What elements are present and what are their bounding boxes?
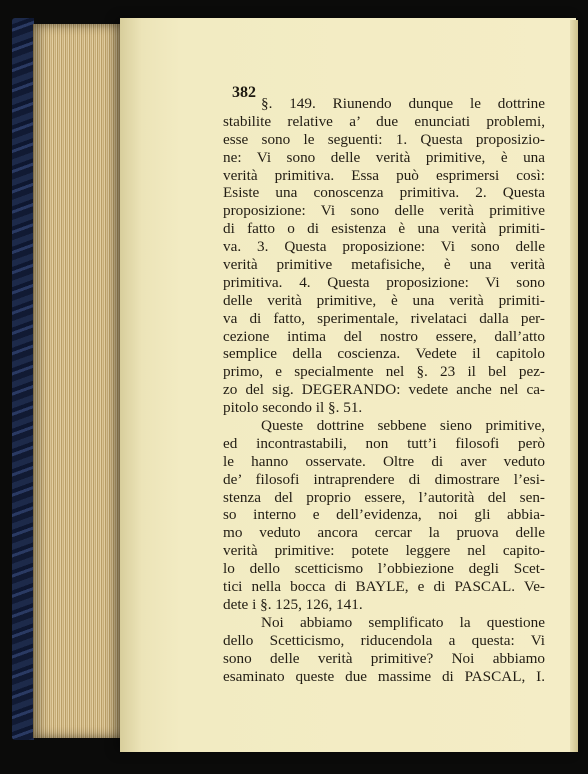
text-line: mo veduto ancora cercar la pruova delle (223, 524, 545, 542)
text-line: va. 3. Questa proposizione: Vi sono delle (223, 238, 545, 256)
text-line: Queste dottrine sebbene sieno primitive, (261, 417, 545, 435)
text-line: stabilite relative a’ due enunciati problemi, (223, 112, 545, 130)
page-right-edge (570, 20, 578, 752)
text-line: le hanno osservate. Oltre di aver veduto (223, 452, 545, 470)
text-line: verità primitive metafisiche, è una verità (223, 256, 545, 274)
text-line: lo dello scetticismo l’obbiezione degli Scet- (223, 560, 545, 578)
text-line: esaminato queste due massime di PASCAL, I. (223, 667, 545, 685)
text-line: ne: Vi sono delle verità primitive, è una (223, 148, 545, 166)
text-line: verità primitiva. Essa può esprimersi così: (223, 166, 545, 184)
text-line: di fatto o di esistenza è una verità primiti- (223, 220, 545, 238)
text-line: proposizione: Vi sono delle verità primitive (223, 202, 545, 220)
text-line: dello Scetticismo, riducendola a questa: Vi (223, 631, 545, 649)
text-line: so interno e dell’evidenza, noi gli abbia- (223, 506, 545, 524)
text-line: primitiva. 4. Questa proposizione: Vi sono (223, 273, 545, 291)
page-fore-edge (33, 24, 125, 738)
text-line: primo, e specialmente nel §. 23 il bel pez- (223, 363, 545, 381)
body-text (223, 95, 545, 685)
text-line: zo del sig. DEGERANDO: vedete anche nel ca- (223, 381, 545, 399)
text-line: dete i §. 125, 126, 141. (223, 595, 363, 613)
text-line: esse sono le seguenti: 1. Questa proposizio- (223, 130, 545, 148)
text-line: ed incontrastabili, non tutt’i filosofi però (223, 434, 545, 452)
text-line: sono delle verità primitive? Noi abbiamo (223, 649, 545, 667)
text-line: delle verità primitive, è una verità primiti- (223, 291, 545, 309)
text-line: pitolo secondo il §. 51. (223, 399, 363, 417)
page-number: 382 (232, 84, 256, 101)
text-line: va di fatto, sperimentale, rivelataci dalla per- (223, 309, 545, 327)
text-line: verità primitive: potete leggere nel capito- (223, 542, 545, 560)
text-line: stenza del proprio essere, l’autorità del sen- (223, 488, 545, 506)
text-line: semplice della coscienza. Vedete il capitolo (223, 345, 545, 363)
text-line: Esiste una conoscenza primitiva. 2. Questa (223, 184, 545, 202)
marbled-cover-edge (12, 18, 34, 740)
text-line: Noi abbiamo semplificato la questione (261, 613, 545, 631)
text-line: tici nella bocca di BAYLE, e di PASCAL. Ve- (223, 578, 545, 596)
text-line: cezione intima del nostro essere, dall’atto (223, 327, 545, 345)
text-line: §. 149. Riunendo dunque le dottrine (261, 95, 545, 112)
text-line: de’ filosofi intraprendere di dimostrare l’esi- (223, 470, 545, 488)
